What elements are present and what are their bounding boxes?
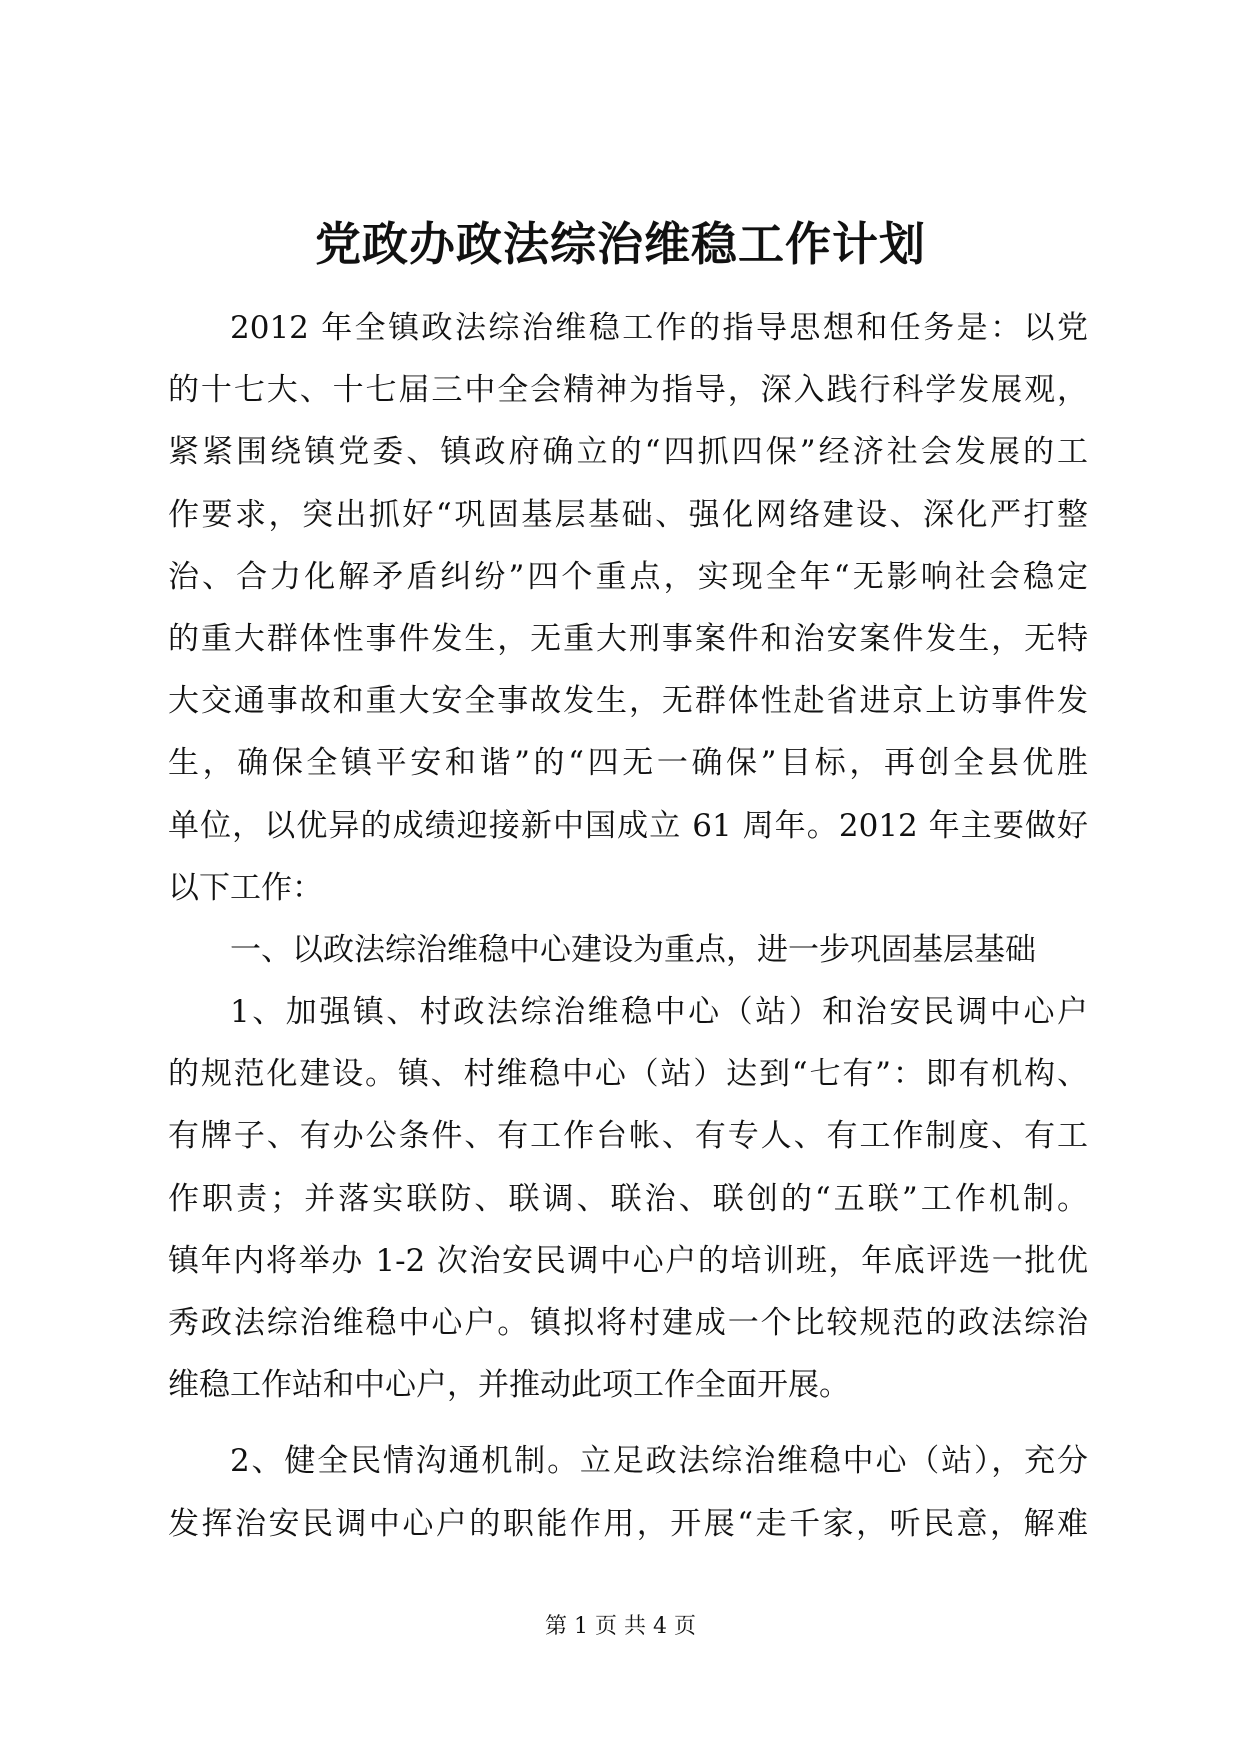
body-line: 的十七大、十七届三中全会精神为指导，深入践行科学发展观， xyxy=(168,372,1088,409)
paragraph-gap xyxy=(168,1416,1088,1430)
body-line: 2、健全民情沟通机制。立足政法综治维稳中心（站），充分 xyxy=(230,1443,1088,1480)
document-title: 党政办政法综治维稳工作计划 xyxy=(315,217,926,271)
body-line: 的重大群体性事件发生，无重大刑事案件和治安案件发生，无特 xyxy=(168,620,1088,657)
body-line: 的规范化建设。镇、村维稳中心（站）达到“七有”：即有机构、 xyxy=(168,1056,1088,1093)
body-line: 大交通事故和重大安全事故发生，无群体性赴省进京上访事件发 xyxy=(168,683,1088,720)
body-line: 作要求，突出抓好“巩固基层基础、强化网络建设、深化严打整 xyxy=(168,496,1088,533)
body-line: 生，确保全镇平安和谐”的“四无一确保”目标，再创全县优胜 xyxy=(168,745,1088,782)
body-line: 治、合力化解矛盾纠纷”四个重点，实现全年“无影响社会稳定 xyxy=(168,558,1088,595)
body-line: 秀政法综治维稳中心户。镇拟将村建成一个比较规范的政法综治 xyxy=(168,1305,1088,1341)
document-body xyxy=(168,297,1088,1555)
body-line: 紧紧围绕镇党委、镇政府确立的“四抓四保”经济社会发展的工 xyxy=(168,434,1088,471)
body-line: 单位，以优异的成绩迎接新中国成立 61 周年。2012 年主要做好 xyxy=(168,807,1088,844)
body-line: 以下工作： xyxy=(168,869,323,906)
body-line: 作职责；并落实联防、联调、联治、联创的“五联”工作机制。 xyxy=(168,1180,1088,1217)
body-line: 有牌子、有办公条件、有工作台帐、有专人、有工作制度、有工 xyxy=(168,1118,1088,1155)
body-line: 2012 年全镇政法综治维稳工作的指导思想和任务是：以党 xyxy=(230,310,1088,346)
body-line: 1、加强镇、村政法综治维稳中心（站）和治安民调中心户 xyxy=(230,994,1088,1031)
page-footer: 第 1 页 共 4 页 xyxy=(545,1614,696,1639)
body-line: 镇年内将举办 1-2 次治安民调中心户的培训班，年底评选一批优 xyxy=(168,1242,1088,1279)
body-line: 维稳工作站和中心户，并推动此项工作全面开展。 xyxy=(168,1367,850,1404)
body-line: 发挥治安民调中心户的职能作用，开展“走千家，听民意，解难 xyxy=(168,1505,1088,1542)
section-heading: 一、以政法综治维稳中心建设为重点，进一步巩固基层基础 xyxy=(230,931,1036,968)
